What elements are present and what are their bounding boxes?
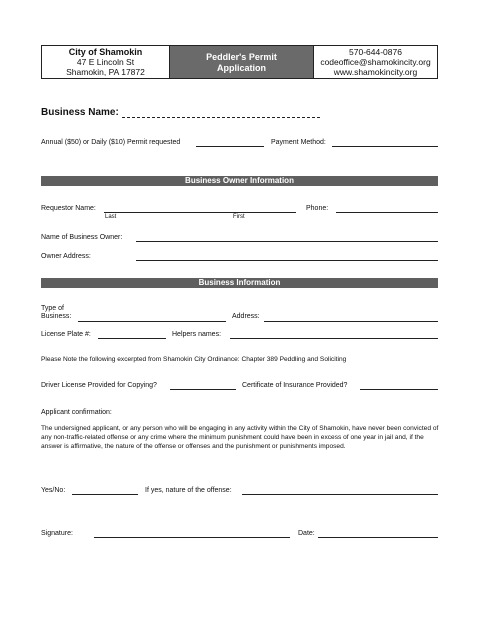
confirmation-text: The undersigned applicant, or any person who will be engaging in any activity within the City of Shamokin, have never been convicted of any non-traffic-related offense or any crime where the minimum punishment could have been in excess of one year in jail and, if the answer is affirmative, the nature of the offense or offenses and the punishment or punishments imposed. (41, 425, 439, 450)
business-address-label: Address: (232, 313, 260, 320)
owner-section-bar: Business Owner Information (41, 176, 438, 186)
business-section-bar: Business Information (41, 278, 438, 288)
owner-address-line[interactable] (136, 260, 438, 261)
business-name-line[interactable] (122, 117, 320, 118)
owner-name-label: Name of Business Owner: (41, 234, 123, 241)
first-label: First (233, 214, 245, 220)
confirmation-heading: Applicant confirmation: (41, 409, 112, 416)
owner-address-label: Owner Address: (41, 253, 91, 260)
helpers-line[interactable] (230, 338, 438, 339)
ordinance-note: Please Note the following excerpted from Shamokin City Ordinance: Chapter 389 Peddling and Soliciting (41, 356, 347, 363)
driver-license-line[interactable] (170, 389, 236, 390)
offense-label: If yes, nature of the offense: (145, 487, 232, 494)
form-title-cell (170, 46, 314, 78)
insurance-label: Certificate of Insurance Provided? (242, 382, 348, 389)
license-label: License Plate #: (41, 331, 91, 338)
phone-label: Phone: (306, 205, 329, 212)
business-name-label: Business Name: (41, 107, 119, 118)
phone-line[interactable] (336, 212, 438, 213)
date-label: Date: (298, 530, 315, 537)
org-name: City of Shamokin (68, 47, 143, 57)
driver-license-label: Driver License Provided for Copying? (41, 382, 157, 389)
payment-line[interactable] (332, 146, 438, 147)
owner-name-line[interactable] (136, 241, 438, 242)
insurance-line[interactable] (360, 389, 438, 390)
website-address: www.shamokincity.org (333, 67, 418, 77)
offense-line[interactable] (242, 494, 438, 495)
address-line-2: Shamokin, PA 17872 (66, 67, 145, 77)
form-title-line-1: Peddler's Permit (206, 52, 277, 62)
signature-label: Signature: (41, 530, 73, 537)
date-line[interactable] (318, 537, 438, 538)
permit-label: Annual ($50) or Daily ($10) Permit requested (41, 139, 181, 146)
type-label-1: Type of (41, 305, 64, 312)
yes-no-line[interactable] (72, 494, 138, 495)
header-table (41, 45, 438, 79)
contact-cell (314, 46, 437, 78)
email-address: codeoffice@shamokincity.org (320, 57, 431, 67)
business-address-line[interactable] (264, 321, 438, 322)
form-title-line-2: Application (217, 63, 266, 73)
signature-line[interactable] (94, 537, 290, 538)
requestor-label: Requestor Name: (41, 205, 96, 212)
last-label: Last (105, 214, 117, 220)
helpers-label: Helpers names: (172, 331, 222, 338)
payment-label: Payment Method: (271, 139, 326, 146)
yes-no-label: Yes/No: (41, 487, 66, 494)
type-label-2: Business: (41, 313, 72, 320)
permit-line[interactable] (196, 146, 264, 147)
license-line[interactable] (98, 338, 166, 339)
org-cell (42, 46, 170, 78)
address-line-1: 47 E Lincoln St (76, 57, 135, 67)
type-line[interactable] (78, 321, 226, 322)
phone-number: 570-644-0876 (349, 47, 402, 57)
requestor-line[interactable] (104, 212, 296, 213)
